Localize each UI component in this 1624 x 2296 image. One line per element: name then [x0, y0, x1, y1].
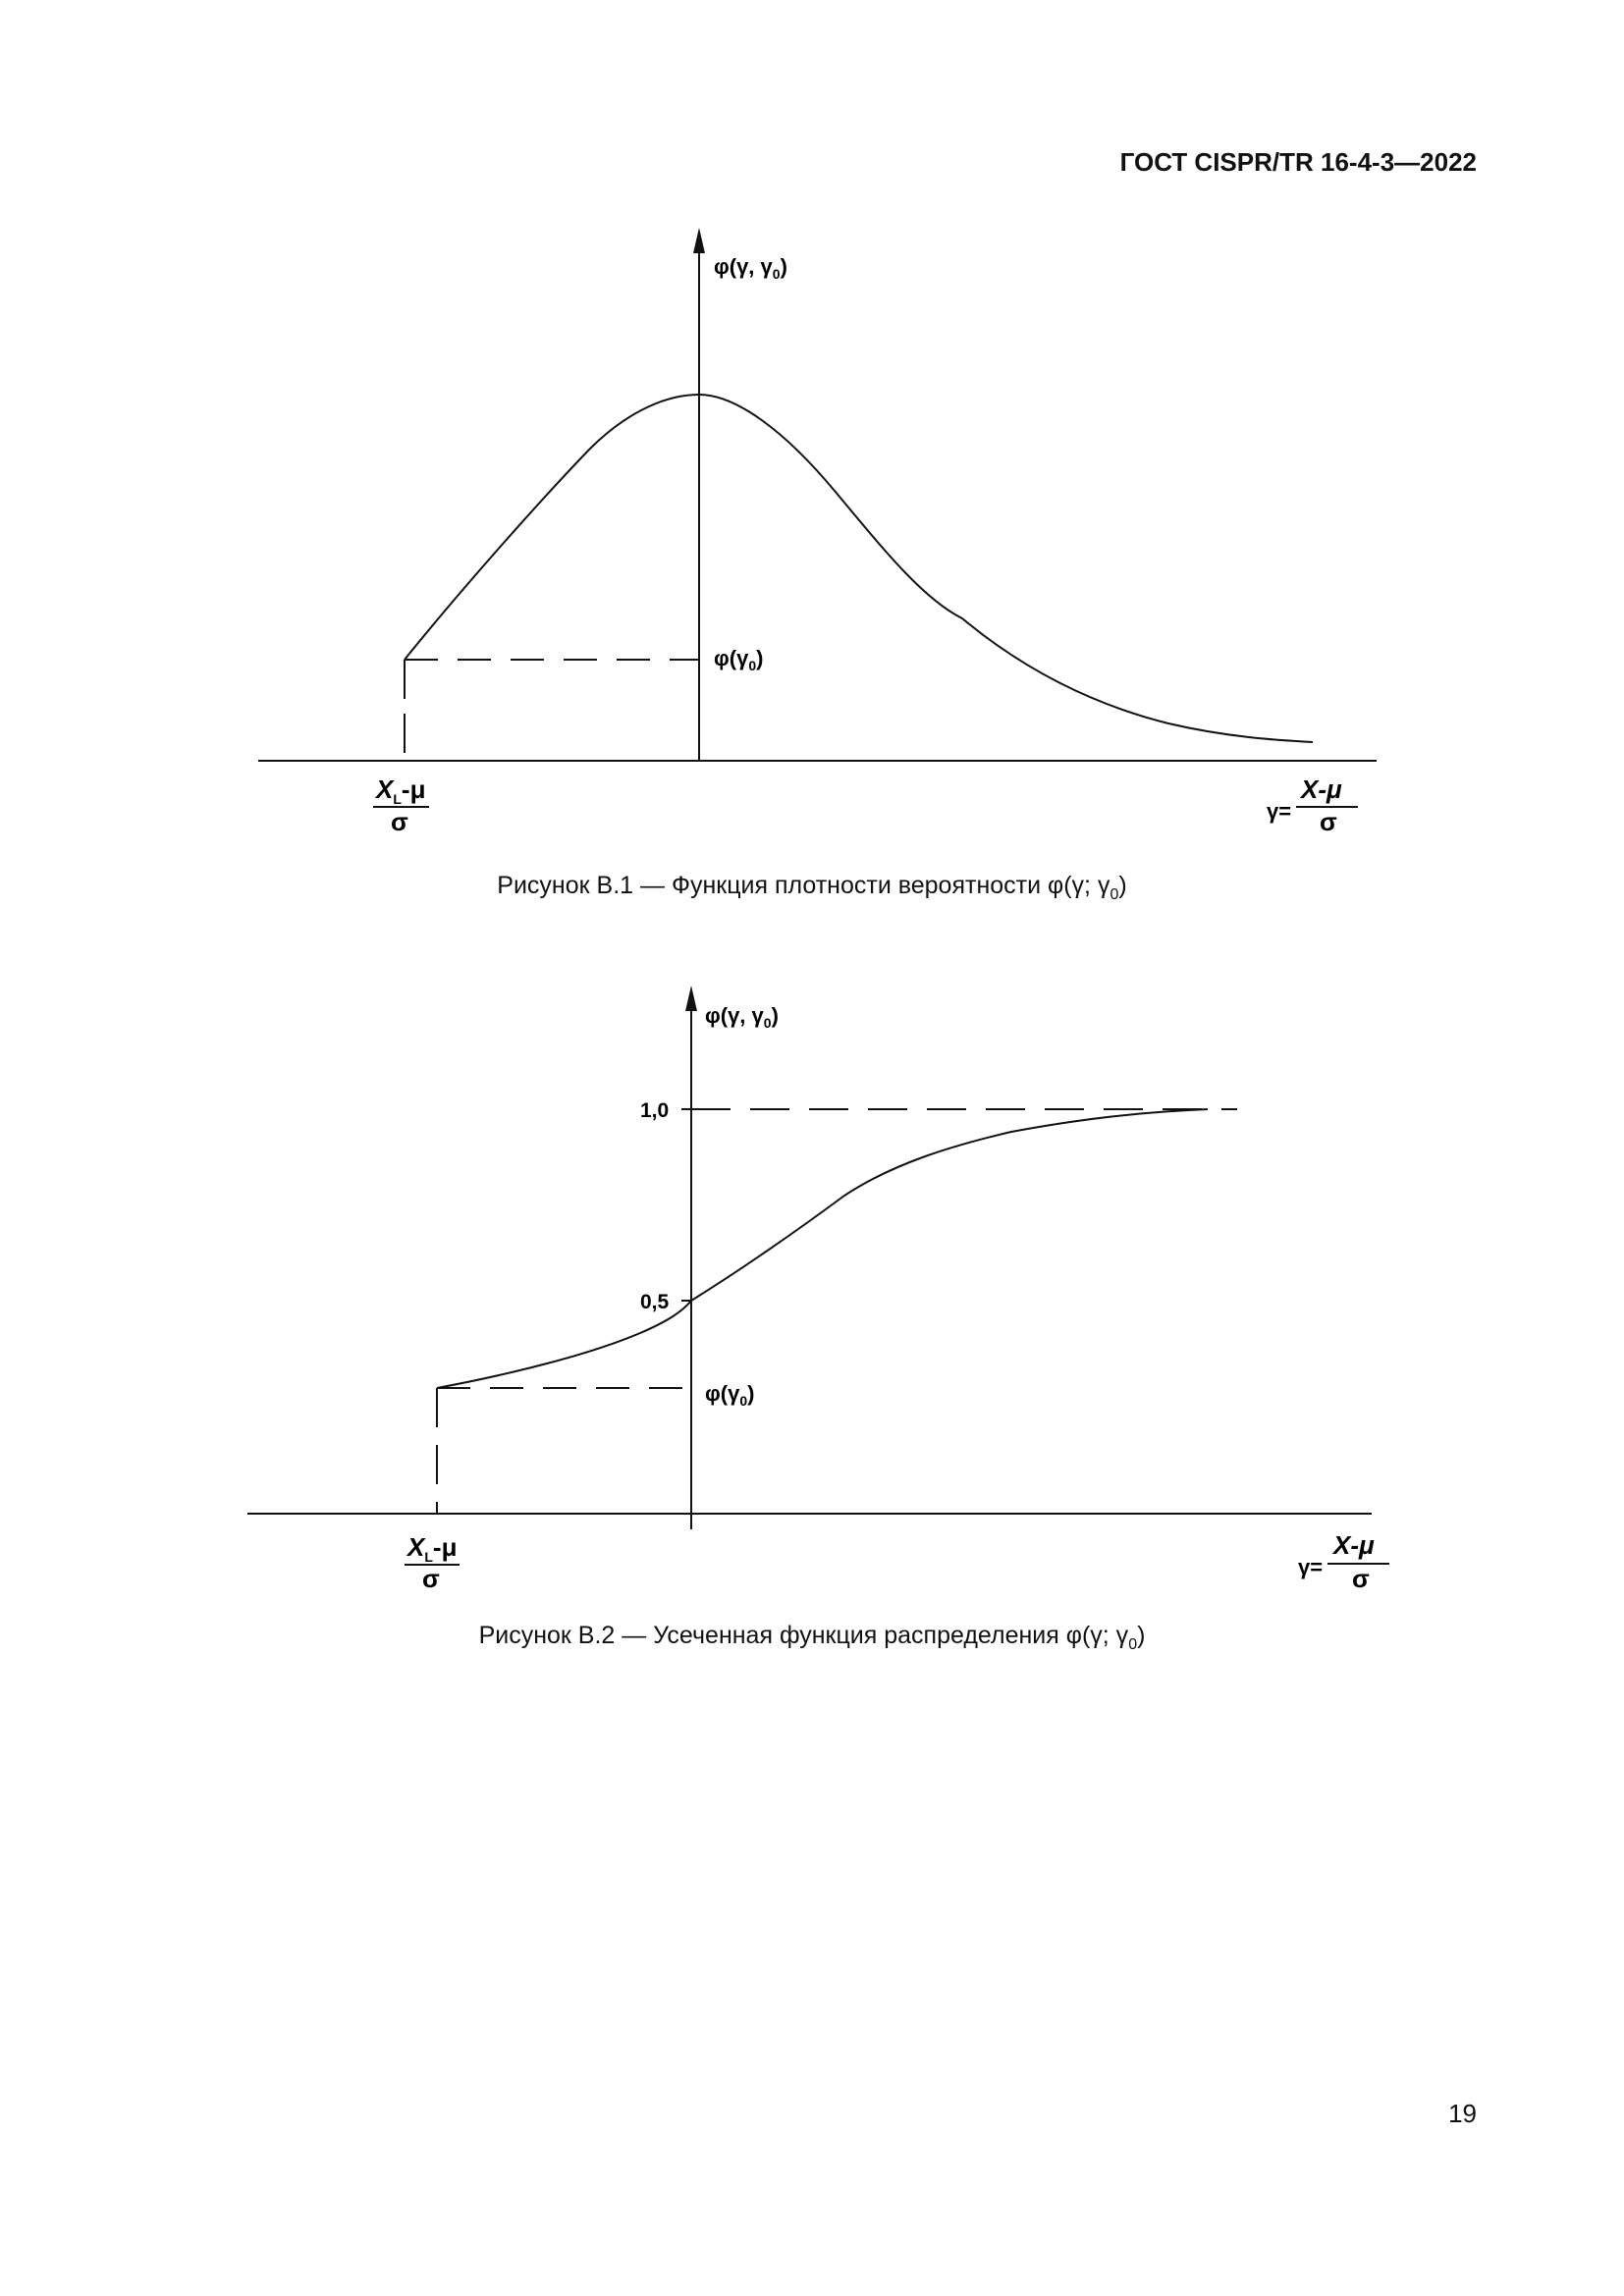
tick-upper-label: 1,0 [640, 1099, 670, 1122]
figure-b1-chart [0, 0, 1624, 883]
svg-text:X-μ: X-μ [1301, 774, 1342, 804]
distribution-curve [437, 1109, 1208, 1388]
y-axis-arrow [685, 986, 697, 1011]
document-header: ГОСТ CISPR/TR 16-4-3—2022 [1119, 147, 1477, 177]
y-axis-label: φ(γ, $\gamma_0$) [714, 254, 787, 282]
truncation-value-label: $\varphi(\gamma_0)$ [714, 646, 764, 673]
svg-text:σ: σ [391, 807, 408, 836]
svg-text:X-μ: X-μ [1333, 1530, 1375, 1560]
x-right-fraction [1267, 774, 1358, 836]
svg-text:σ: σ [422, 1564, 440, 1593]
x-left-fraction [373, 774, 429, 836]
tick-mid-label: 0,5 [640, 1291, 670, 1313]
y-axis-label: φ(γ, $\gamma_0$) [705, 1003, 779, 1031]
svg-text:γ=: γ= [1298, 1555, 1324, 1579]
figure-b2-chart [0, 942, 1624, 1629]
svg-text:γ=: γ= [1267, 799, 1292, 824]
svg-text:XL-μ: $X_L-\mu$ [407, 1532, 458, 1565]
svg-text:σ: σ [1352, 1564, 1370, 1593]
truncation-value-label: $\varphi(\gamma_0)$ [705, 1381, 755, 1409]
figure-b2-caption: Рисунок B.2 — Усеченная функция распределения φ(γ; $\gamma_0$) [478, 1622, 1146, 1653]
x-left-fraction [405, 1532, 460, 1593]
density-curve [405, 395, 1313, 742]
svg-text:XL-μ: $X_L-\mu$ [376, 774, 426, 807]
svg-text:σ: σ [1320, 807, 1337, 836]
y-axis-arrow [693, 228, 705, 253]
page-number: 19 [1448, 2099, 1477, 2128]
figure-b1-caption: Рисунок B.1 — Функция плотности вероятности φ(γ; $\gamma_0$) [497, 872, 1127, 903]
x-right-fraction [1298, 1530, 1389, 1593]
